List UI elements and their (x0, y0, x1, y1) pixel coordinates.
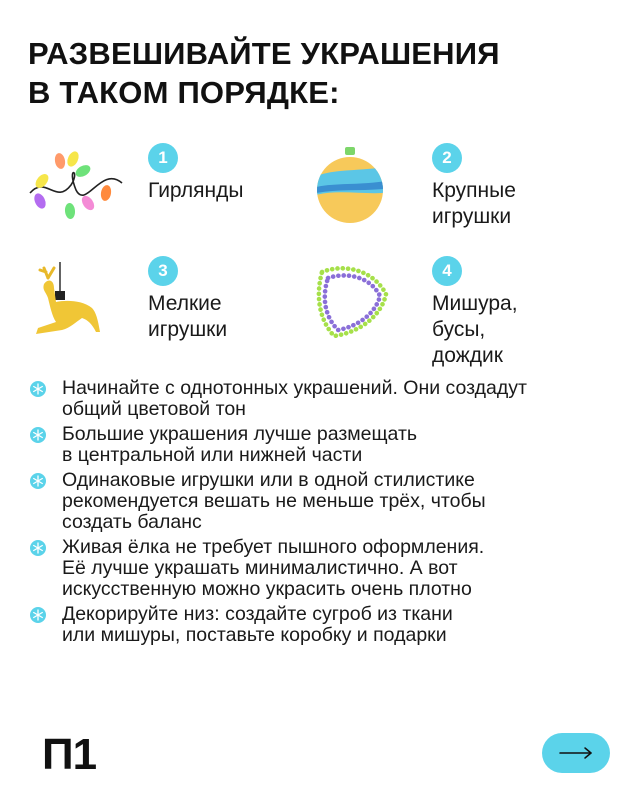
bauble-icon (312, 142, 392, 228)
title-line-1: РАЗВЕШИВАЙТЕ УКРАШЕНИЯ (28, 36, 500, 71)
next-button[interactable] (542, 733, 610, 773)
tip-item: Одинаковые игрушки или в одной стилистике рекомендуется вешать не меньше трёх, чтобы создать баланс (30, 470, 620, 533)
step-1-label: Гирлянды (148, 179, 244, 202)
step-3-number: 3 (148, 256, 178, 286)
step-4-label: Мишура, бусы, дождик (432, 292, 518, 367)
step-1-number: 1 (148, 143, 178, 173)
step-2-label: Крупные игрушки (432, 179, 516, 228)
beads-icon (312, 258, 396, 342)
snowflake-icon (30, 607, 46, 623)
tip-item: Большие украшения лучше размещать в центральной или нижней части (30, 424, 620, 466)
arrow-right-icon (558, 746, 594, 760)
page-title (28, 34, 500, 112)
step-3-label: Мелкие игрушки (148, 292, 228, 341)
brand-logo: П1 (42, 730, 97, 779)
title-line-2: В ТАКОМ ПОРЯДКЕ: (28, 75, 340, 110)
tip-item: Начинайте с однотонных украшений. Они создадут общий цветовой тон (30, 378, 620, 420)
garland-icon (26, 145, 126, 225)
tips-list (30, 378, 620, 650)
deer-ornament-icon (26, 258, 106, 342)
snowflake-icon (30, 540, 46, 556)
step-4-number: 4 (432, 256, 462, 286)
snowflake-icon (30, 473, 46, 489)
tip-item: Декорируйте низ: создайте сугроб из ткани или мишуры, поставьте коробку и подарки (30, 604, 620, 646)
step-2-number: 2 (432, 143, 462, 173)
snowflake-icon (30, 427, 46, 443)
snowflake-icon (30, 381, 46, 397)
tip-item: Живая ёлка не требует пышного оформления. Её лучше украшать минималистично. А вот искусственную можно украсить очень плотно (30, 537, 620, 600)
